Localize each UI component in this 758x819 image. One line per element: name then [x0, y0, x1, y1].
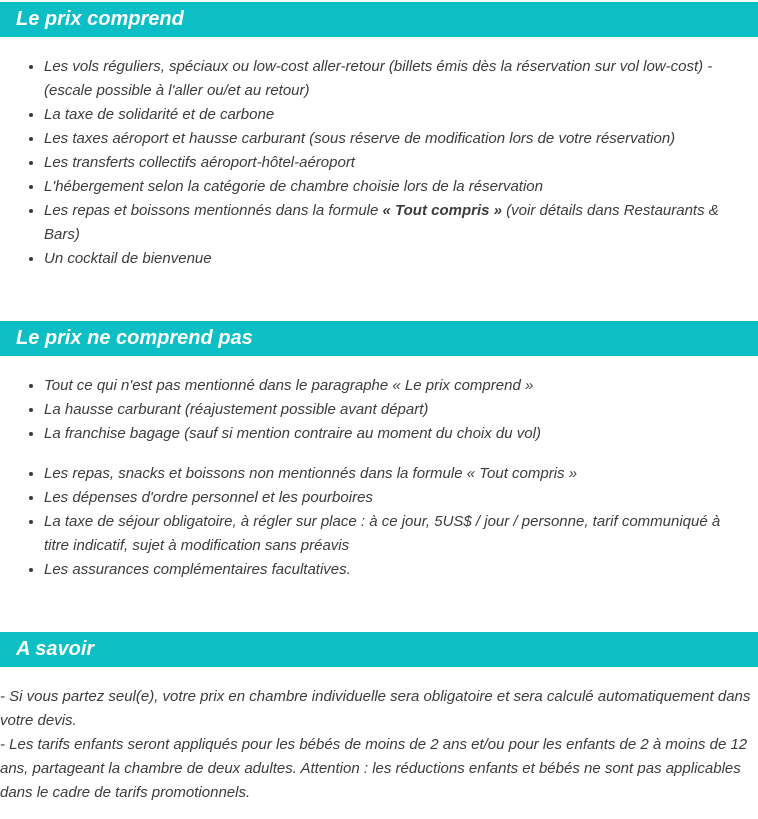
list-item: • Les vols réguliers, spéciaux ou low-cost aller-retour (billets émis dès la réservation sur vol low-cost) - (escale possible à l'aller ou/et au retour) — [44, 55, 744, 103]
list-item: • Les dépenses d'ordre personnel et les pourboires — [44, 486, 744, 510]
list-item: • La taxe de séjour obligatoire, à régler sur place : à ce jour, 5US$ / jour / personne, tarif communiqué à titre indicatif, sujet à modification sans préavis — [44, 510, 744, 558]
list-item-text: (voir détails dans Restaurants & Bars) — [44, 202, 719, 243]
section-header-price-included: Le prix comprend — [0, 2, 758, 37]
not-included-items-list-1 — [0, 374, 758, 446]
list-item: • Les taxes aéroport et hausse carburant (sous réserve de modification lors de votre réservation) — [44, 127, 744, 151]
list-item: • Les assurances complémentaires facultatives. — [44, 558, 744, 582]
included-items-list — [0, 55, 758, 271]
list-item: • Les repas, snacks et boissons non mentionnés dans la formule « Tout compris » — [44, 462, 744, 486]
list-item: • Un cocktail de bienvenue — [44, 247, 744, 271]
section-price-included — [0, 2, 758, 271]
list-item: • L'hébergement selon la catégorie de chambre choisie lors de la réservation — [44, 175, 744, 199]
list-item: • Tout ce qui n'est pas mentionné dans le paragraphe « Le prix comprend » — [44, 374, 744, 398]
not-included-items-list-2 — [0, 462, 758, 582]
section-header-good-to-know: A savoir — [0, 632, 758, 667]
list-item — [44, 199, 744, 247]
section-price-not-included — [0, 321, 758, 582]
note-paragraph: - Si vous partez seul(e), votre prix en chambre individuelle sera obligatoire et sera calculé automatiquement dans votre devis. — [0, 688, 751, 729]
list-item: • La hausse carburant (réajustement possible avant départ) — [44, 398, 744, 422]
section-header-price-not-included: Le prix ne comprend pas — [0, 321, 758, 356]
list-item-text: Les repas et boissons mentionnés dans la formule — [44, 202, 383, 219]
list-item-bold-text: « Tout compris » — [382, 202, 502, 219]
list-item: • La franchise bagage (sauf si mention contraire au moment du choix du vol) — [44, 422, 744, 446]
list-item: • Les transferts collectifs aéroport-hôtel-aéroport — [44, 151, 744, 175]
notes-block — [0, 685, 758, 805]
note-paragraph: - Les tarifs enfants seront appliqués pour les bébés de moins de 2 ans et/ou pour les enfants de 2 à moins de 12 ans, partageant la chambre de deux adultes. Attention : les réductions enfants et bébés ne sont pas applicables dans le cadre de tarifs promotionnels. — [0, 736, 748, 801]
price-details-page — [0, 2, 758, 819]
list-item: • La taxe de solidarité et de carbone — [44, 103, 744, 127]
section-good-to-know — [0, 632, 758, 805]
